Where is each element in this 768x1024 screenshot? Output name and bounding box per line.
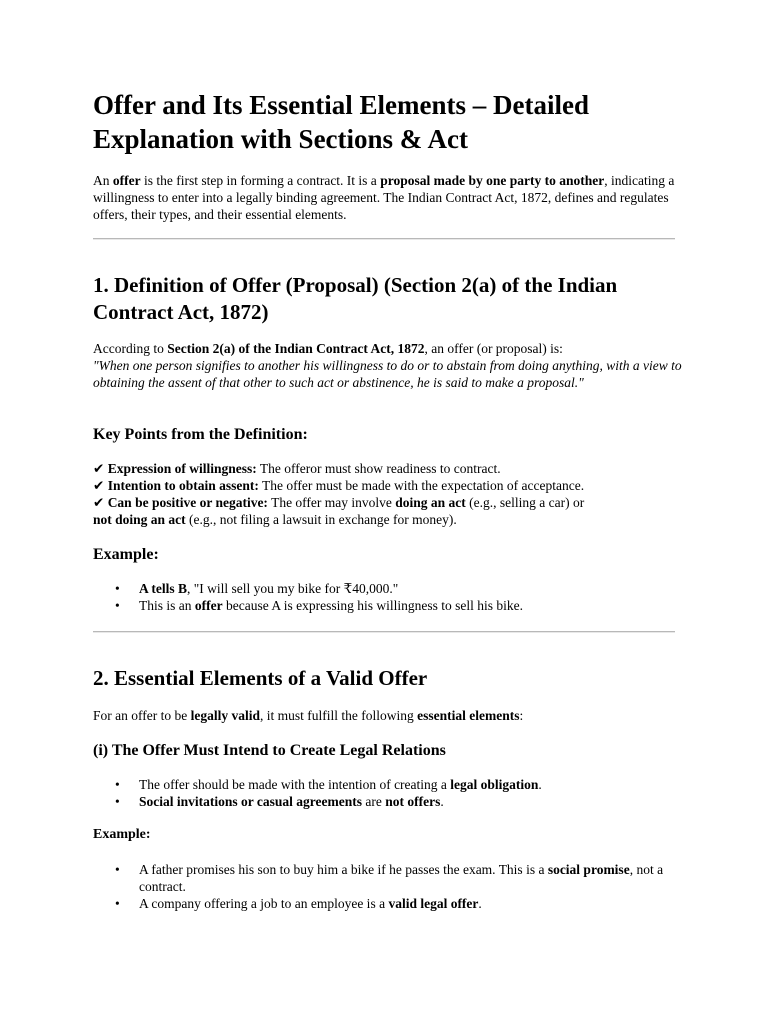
check-icon: ✔ <box>93 461 105 476</box>
key-point-positive-negative: ✔ Can be positive or negative: The offer may involve doing an act (e.g., selling a car) or not doing an act (e.g., not filing a lawsuit in exchange for money). <box>93 495 585 527</box>
bullet-icon: • <box>115 794 120 809</box>
check-icon: ✔ <box>93 478 105 493</box>
divider <box>93 238 675 240</box>
key-point-assent: ✔ Intention to obtain assent: The offer must be made with the expectation of acceptance. <box>93 478 585 493</box>
definition-paragraph: According to Section 2(a) of the Indian Contract Act, 1872, an offer (or proposal) is: "When one person signifies to another his willingness to do or to abstain from doing anything, with a view to obtaining the assent of that other to such act or abstinence, he is said to make a proposal." <box>93 341 682 390</box>
key-points-heading: Key Points from the Definition: <box>93 426 308 443</box>
page-title: Offer and Its Essential Elements – Detailed Explanation with Sections & Act <box>93 90 589 154</box>
list-item: • A father promises his son to buy him a bike if he passes the exam. This is a social promise, not a contract. <box>115 862 664 894</box>
section2-heading: 2. Essential Elements of a Valid Offer <box>93 666 428 690</box>
list-item: • This is an offer because A is expressing his willingness to sell his bike. <box>115 598 523 613</box>
list-item: • Social invitations or casual agreements are not offers. <box>115 794 444 809</box>
example-list <box>93 580 683 614</box>
example-list <box>93 861 683 912</box>
bullet-icon: • <box>115 581 120 596</box>
bullet-icon: • <box>115 598 120 613</box>
section2-intro: For an offer to be legally valid, it must fulfill the following essential elements: <box>93 708 524 723</box>
definition-quote: "When one person signifies to another his willingness to do or to abstain from doing anything, with a view to obtaining the assent of that other to such act or abstinence, he is said to make a proposal." <box>93 358 682 390</box>
example-heading: Example: <box>93 827 151 842</box>
list-item: • A tells B, "I will sell you my bike for ₹40,000." <box>115 581 399 596</box>
list-item: • The offer should be made with the intention of creating a legal obligation. <box>115 777 542 792</box>
bullet-icon: • <box>115 896 120 911</box>
section1-heading: 1. Definition of Offer (Proposal) (Section 2(a) of the Indian Contract Act, 1872) <box>93 273 618 324</box>
list-item: • A company offering a job to an employee is a valid legal offer. <box>115 896 482 911</box>
subsection-heading: (i) The Offer Must Intend to Create Legal Relations <box>93 742 446 759</box>
example-heading: Example: <box>93 546 159 563</box>
divider <box>93 631 675 633</box>
bullet-icon: • <box>115 777 120 792</box>
subsection-list <box>93 776 683 810</box>
check-icon: ✔ <box>93 495 105 510</box>
key-point-willingness: ✔ Expression of willingness: The offeror must show readiness to contract. <box>93 461 501 476</box>
key-points-list <box>93 460 683 528</box>
bullet-icon: • <box>115 862 120 877</box>
intro-paragraph: An offer is the first step in forming a contract. It is a proposal made by one party to another, indicating a willingness to enter into a legally binding agreement. The Indian Contract Act, 1872, defines and regulates offers, their types, and their essential elements. <box>93 173 675 222</box>
